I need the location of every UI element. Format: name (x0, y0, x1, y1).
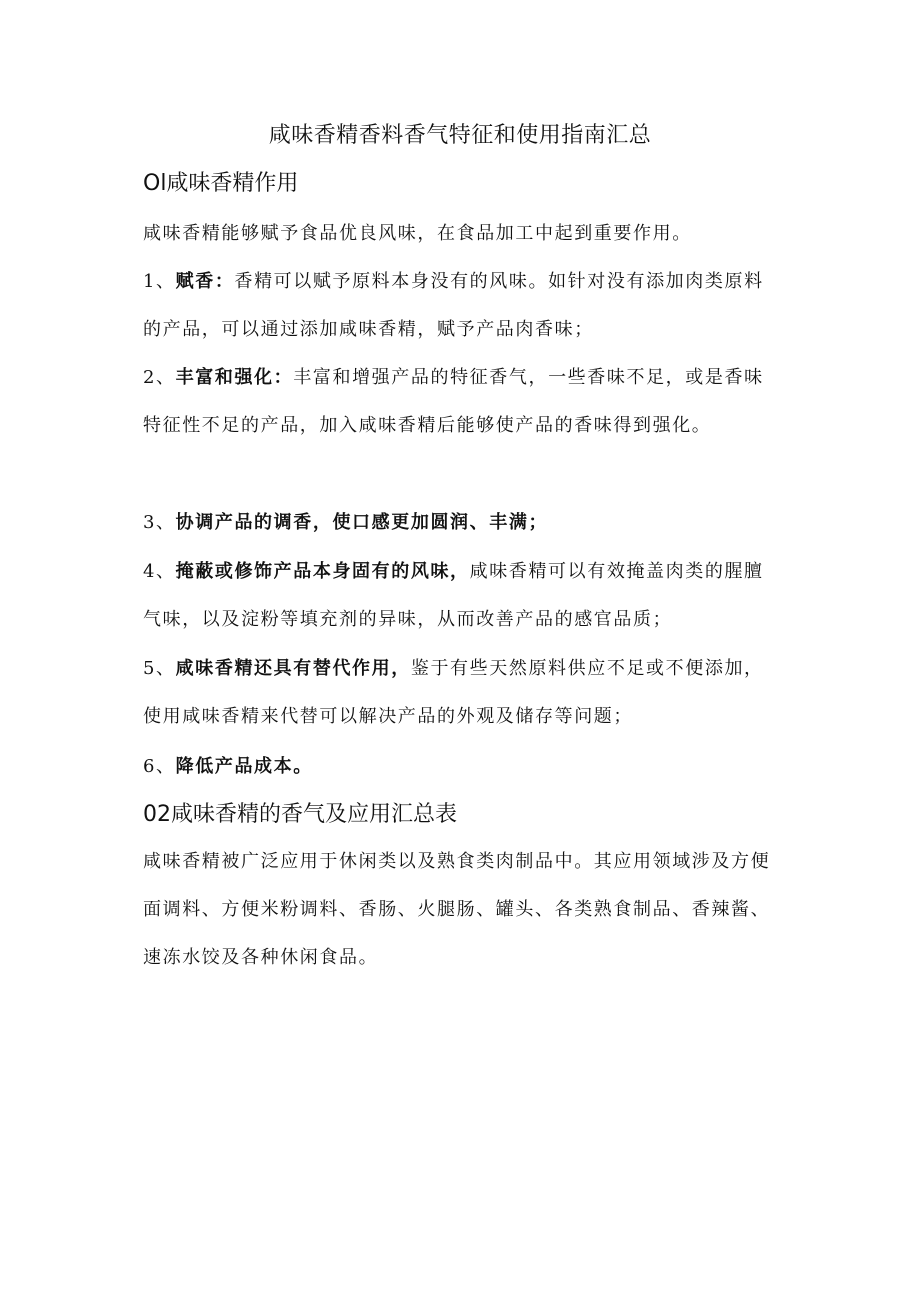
list-item-6 (143, 743, 783, 791)
item-text: 香精可以赋予原料本身没有的风味。如针对没有添加肉类原料的产品，可以通过添加咸味香精，赋予产品肉香味； (143, 271, 764, 340)
item-text: 丰富和增强产品的特征香气，一些香味不足，或是香味特征性不足的产品，加入咸味香精后能够使产品的香味得到强化。 (143, 367, 764, 436)
item-lead: 赋香： (175, 271, 235, 292)
item-number: 4、 (143, 561, 176, 582)
item-lead: 丰富和强化： (175, 367, 294, 388)
list-item-3 (143, 499, 783, 547)
item-text: 咸味香精可以有效掩盖肉类的腥膻气味，以及淀粉等填充剂的异味，从而改善产品的感官品质； (143, 561, 764, 630)
item-number: 6、 (143, 756, 176, 777)
section-2-intro: 咸味香精被广泛应用于休闲类以及熟食类肉制品中。其应用领域涉及方便面调料、方便米粉调料、香肠、火腿肠、罐头、各类熟食制品、香辣酱、速冻水饺及各种休闲食品。 (143, 851, 771, 968)
list-item-1 (143, 258, 783, 354)
item-lead: 协调产品的调香，使口感更加圆润、丰满； (175, 512, 549, 533)
item-number: 5、 (143, 658, 176, 679)
list-item-5 (143, 645, 783, 741)
item-text: 鉴于有些天然原料供应不足或不便添加，使用咸味香精来代替可以解决产品的外观及储存等问题； (143, 658, 764, 727)
section-1-heading: Ol咸味香精作用 (143, 171, 299, 196)
item-lead: 降低产品成本。 (175, 756, 313, 777)
item-number: 3、 (143, 512, 176, 533)
item-lead: 掩蔽或修饰产品本身固有的风味， (175, 561, 470, 582)
item-lead: 咸味香精还具有替代作用， (175, 658, 411, 679)
section-1-intro: 咸味香精能够赋予食品优良风味，在食品加工中起到重要作用。 (143, 223, 692, 244)
item-number: 1、 (143, 271, 176, 292)
list-item-2 (143, 354, 783, 450)
document-title: 咸味香精香料香气特征和使用指南汇总 (268, 123, 652, 148)
item-number: 2、 (143, 367, 176, 388)
list-item-4 (143, 548, 783, 644)
section-2-heading: 02咸味香精的香气及应用汇总表 (143, 802, 457, 827)
